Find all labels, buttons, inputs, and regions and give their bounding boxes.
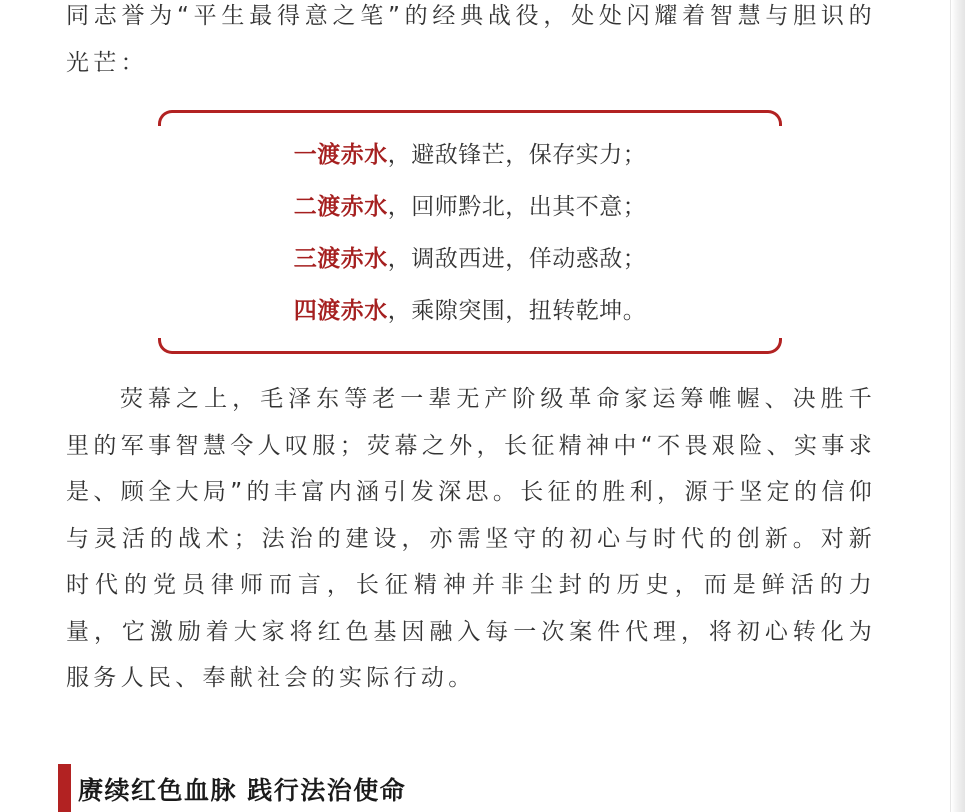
quote-item xyxy=(158,239,782,291)
quote-item-key: 四渡赤水 xyxy=(293,298,388,324)
quote-box-bottom-border xyxy=(158,338,782,354)
quote-item xyxy=(158,187,782,239)
page-right-edge xyxy=(950,0,965,812)
section-heading-title: 赓续红色血脉 践行法治使命 xyxy=(78,776,407,805)
paragraph-main: 荧幕之上，毛泽东等老一辈无产阶级革命家运筹帷幄、决胜千里的军事智慧令人叹服；荧幕之外，长征精神中“不畏艰险、实事求是、顾全大局”的丰富内涵引发深思。长征的胜利，源于坚定的信仰与灵活的战术；法治的建设，亦需坚守的初心与时代的创新。对新时代的党员律师而言，长征精神并非尘封的历史，而是鲜活的力量，它激励着大家将红色基因融入每一次案件代理，将初心转化为服务人民、奉献社会的实际行动。 xyxy=(66,386,876,691)
quote-item-text: ，调敌西进，佯动惑敌； xyxy=(387,246,647,272)
quote-item-text: ，避敌锋芒，保存实力； xyxy=(387,142,647,168)
quote-item xyxy=(158,135,782,187)
heading-accent-bar xyxy=(58,764,71,812)
quote-list xyxy=(158,135,782,343)
quote-box-top-border xyxy=(158,110,782,126)
paragraph-intro: 同志誉为“平生最得意之笔”的经典战役，处处闪耀着智慧与胆识的光芒： xyxy=(66,3,876,76)
quote-item-key: 二渡赤水 xyxy=(293,194,388,220)
section-heading xyxy=(58,764,878,812)
quote-box xyxy=(158,110,782,354)
quote-item-text: ，回师黔北，出其不意； xyxy=(387,194,647,220)
quote-item-key: 一渡赤水 xyxy=(293,142,388,168)
quote-item-key: 三渡赤水 xyxy=(293,246,388,272)
quote-item-text: ，乘隙突围，扭转乾坤。 xyxy=(387,298,647,324)
quote-item xyxy=(158,291,782,343)
